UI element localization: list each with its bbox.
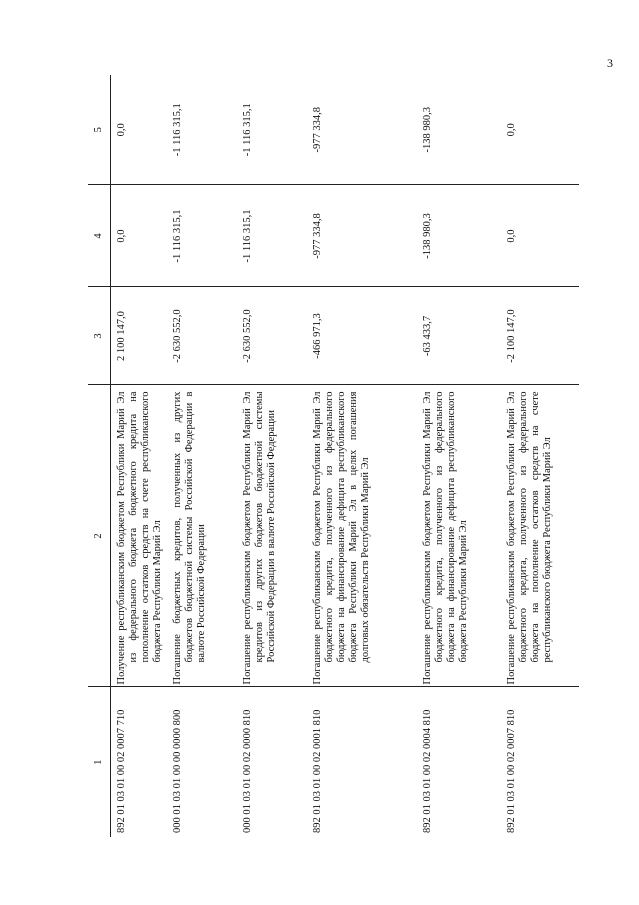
table-row [417,75,501,837]
budget-code: 892 01 03 01 00 02 0001 810 [311,709,323,833]
table-row [307,75,417,837]
budget-item-name: Погашение республиканским бюджетом Республики Марий Эл бюджетного кредита, полученного из федерального бюджета на пополнение остатков средств на счете республиканского бюджета Республики Марий Эл [501,385,579,687]
budget-code: 892 01 03 01 00 02 0007 710 [116,709,127,833]
budget-table-rotated [88,75,578,837]
amount-col3: -63 433,7 [417,287,501,385]
budget-item-name: Погашение республиканским бюджетом Республики Марий Эл бюджетного кредита, полученного из федерального бюджета на финансирование дефицита республиканского бюджета Республики Марий Эл в целях погашения долговых обязательств Республики Марий Эл [307,385,417,687]
table-row [111,75,167,837]
page-number: 3 [607,56,613,70]
budget-item-name: Погашение республиканским бюджетом Республики Марий Эл кредитов из других бюджетов бюджетной системы Российской Федерации в валюте Российской Федерации [237,385,307,687]
table-header-row [88,75,111,837]
amount-col4: -138 980,3 [417,185,501,287]
amount-col3: -466 971,3 [307,287,417,385]
amount-col5: -977 334,8 [307,75,417,185]
table-row [237,75,307,837]
amount-col3: -2 630 552,0 [237,287,307,385]
amount-col5: 0,0 [111,75,167,185]
budget-code: 000 01 03 01 00 02 0000 810 [241,709,253,833]
table-row [167,75,237,837]
budget-code: 892 01 03 01 00 02 0007 810 [505,709,517,833]
column-header: 4 [88,185,111,287]
amount-col3: -2 100 147,0 [501,287,579,385]
column-header: 2 [88,385,111,687]
amount-col4: 0,0 [111,185,167,287]
column-header: 1 [88,687,111,837]
budget-sources-table [88,75,579,837]
column-header: 5 [88,75,111,185]
amount-col5: -1 116 315,1 [237,75,307,185]
table-row [501,75,579,837]
amount-col5: -1 116 315,1 [167,75,237,185]
column-header: 3 [88,287,111,385]
amount-col4: -977 334,8 [307,185,417,287]
amount-col4: -1 116 315,1 [237,185,307,287]
amount-col3: -2 630 552,0 [167,287,237,385]
amount-col5: 0,0 [501,75,579,185]
amount-col5: -138 980,3 [417,75,501,185]
amount-col4: -1 116 315,1 [167,185,237,287]
amount-col4: 0,0 [501,185,579,287]
budget-code: 000 01 03 01 00 00 0000 800 [171,709,183,833]
budget-code: 892 01 03 01 00 02 0004 810 [421,709,433,833]
budget-item-name: Погашение республиканским бюджетом Республики Марий Эл бюджетного кредита, полученного из федерального бюджета на финансирование дефицита республиканского бюджета Республики Марий Эл [417,385,501,687]
budget-item-name: Получение республиканским бюджетом Республики Марий Эл из федерального бюджета бюджетного кредита на пополнение остатков средств на счете республиканского бюджета Республики Марий Эл [111,385,167,687]
amount-col3: 2 100 147,0 [111,287,167,385]
budget-item-name: Погашение бюджетных кредитов, полученных из других бюджетов бюджетной системы Российской Федерации в валюте Российской Федерации [167,385,237,687]
